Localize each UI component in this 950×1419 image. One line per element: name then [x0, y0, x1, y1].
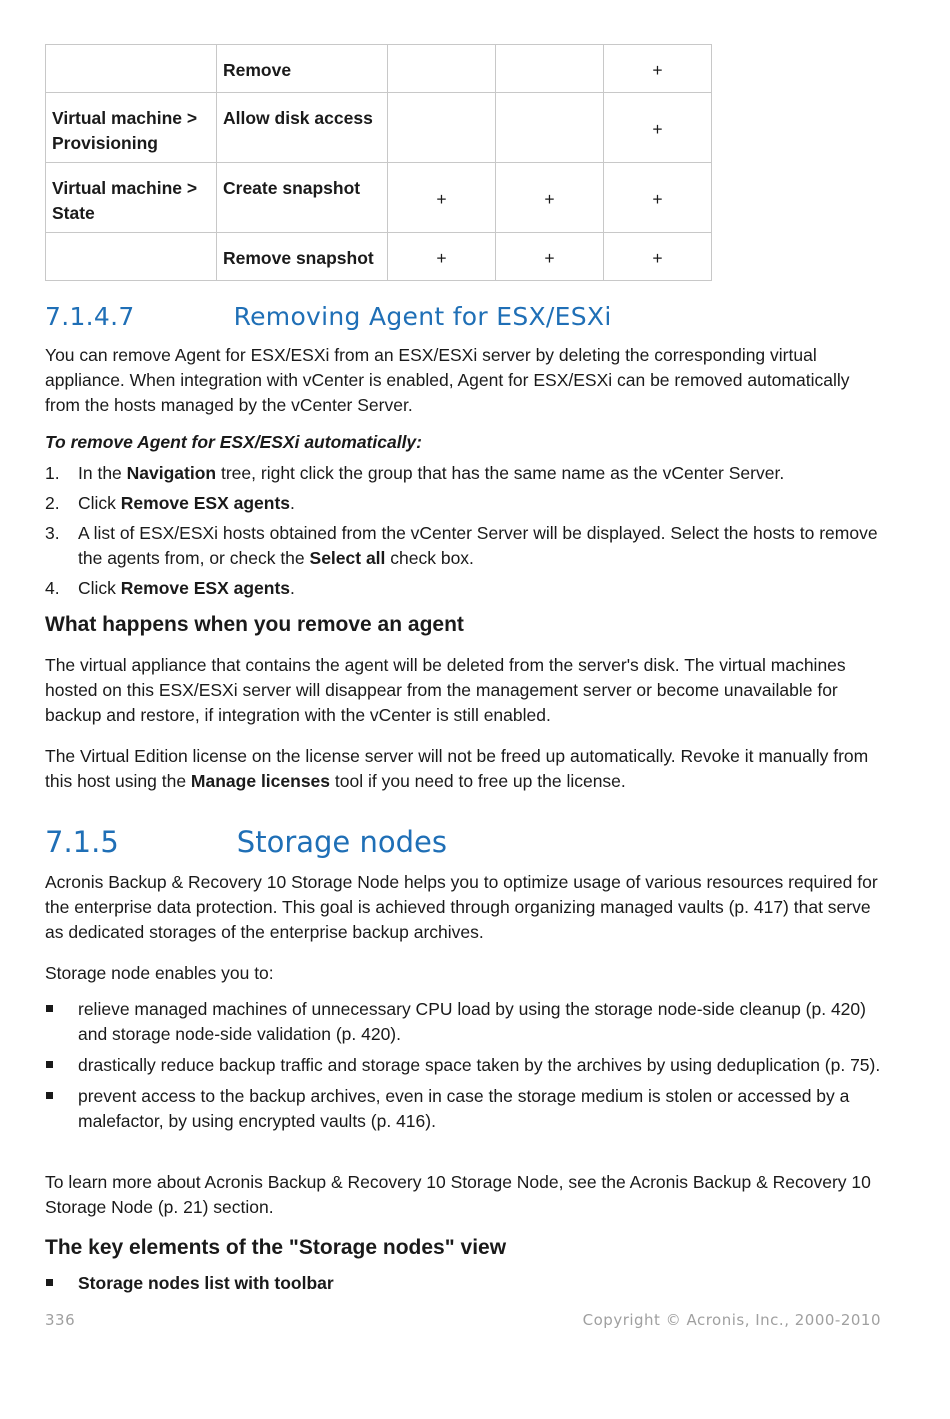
list-item: 2. Click Remove ESX agents. — [45, 493, 295, 513]
table-cell: + — [388, 163, 496, 233]
list-item: Storage nodes list with toolbar — [45, 1271, 881, 1296]
table-row — [46, 45, 712, 93]
list-item: relieve managed machines of unnecessary CPU load by using the storage node-side cleanup (p. 420) and storage node-side validation (p. 420). — [45, 997, 881, 1047]
list-item: prevent access to the backup archives, even in case the storage medium is stolen or accessed by a malefactor, by using encrypted vaults (p. 416). — [45, 1084, 881, 1134]
steps-list — [45, 461, 881, 606]
subheading: What happens when you remove an agent — [45, 613, 464, 636]
table-cell: + — [388, 233, 496, 281]
table-cell — [388, 45, 496, 93]
table-cell — [496, 45, 604, 93]
intro-paragraph: Acronis Backup & Recovery 10 Storage Node helps you to optimize usage of various resources required for the enterprise data protection. This goal is achieved through organizing managed vaults (p. 417) that serve as dedicated storages of the enterprise backup archives. — [45, 872, 878, 942]
paragraph: The virtual appliance that contains the agent will be deleted from the server's disk. The virtual machines hosted on this ESX/ESXi server will disappear from the management server or become unavailable for backup and restore, if integration with the vCenter is still enabled. — [45, 655, 846, 725]
copyright: Copyright © Acronis, Inc., 2000-2010 — [582, 1311, 881, 1329]
key-elements-list — [45, 1271, 881, 1302]
page-number: 336 — [45, 1311, 76, 1329]
list-item: 3. A list of ESX/ESXi hosts obtained from the vCenter Server will be displayed. Select the hosts to remove the agents from, or check the Select all check box. — [45, 523, 878, 568]
subheading: The key elements of the "Storage nodes" view — [45, 1236, 507, 1259]
table-cell — [388, 93, 496, 163]
table-cell: + — [604, 45, 712, 93]
table-cell-privilege: Remove — [217, 45, 388, 93]
intro-paragraph: You can remove Agent for ESX/ESXi from an ESX/ESXi server by deleting the corresponding virtual appliance. When integration with vCenter is enabled, Agent for ESX/ESXi can be removed automatically from the hosts managed by the vCenter Server. — [45, 345, 850, 415]
section-title: Storage nodes — [236, 825, 447, 859]
section-heading — [45, 825, 447, 859]
table-cell: + — [496, 233, 604, 281]
table-cell-group — [46, 45, 217, 93]
section-number: 7.1.5 — [45, 825, 119, 859]
paragraph: To learn more about Acronis Backup & Recovery 10 Storage Node, see the Acronis Backup & Recovery 10 Storage Node (p. 21) section. — [45, 1172, 871, 1217]
list-item: 1. In the Navigation tree, right click the group that has the same name as the vCenter Server. — [45, 463, 785, 483]
table-cell-group: Virtual machine > Provisioning — [46, 93, 217, 163]
privileges-table — [45, 44, 712, 281]
table-row — [46, 233, 712, 281]
table-row — [46, 93, 712, 163]
section-title: Removing Agent for ESX/ESXi — [233, 302, 612, 331]
table-cell-privilege: Remove snapshot — [217, 233, 388, 281]
table-cell: + — [496, 163, 604, 233]
table-cell: + — [604, 163, 712, 233]
list-item: drastically reduce backup traffic and storage space taken by the archives by using deduplication (p. 75). — [45, 1053, 881, 1078]
list-item: 4. Click Remove ESX agents. — [45, 578, 295, 598]
paragraph: Storage node enables you to: — [45, 963, 274, 983]
table-cell: + — [604, 233, 712, 281]
section-heading — [45, 302, 612, 331]
table-cell-privilege: Create snapshot — [217, 163, 388, 233]
paragraph: The Virtual Edition license on the license server will not be freed up automatically. Revoke it manually from this host using the Manage licenses tool if you need to free up the license. — [45, 746, 869, 791]
table-cell-privilege: Allow disk access — [217, 93, 388, 163]
benefits-list — [45, 997, 881, 1140]
table-cell-group: Virtual machine > State — [46, 163, 217, 233]
table-cell-group — [46, 233, 217, 281]
procedure-title: To remove Agent for ESX/ESXi automatically: — [45, 432, 422, 452]
table-row — [46, 163, 712, 233]
table-cell — [496, 93, 604, 163]
table-cell: + — [604, 93, 712, 163]
section-number: 7.1.4.7 — [45, 302, 135, 331]
